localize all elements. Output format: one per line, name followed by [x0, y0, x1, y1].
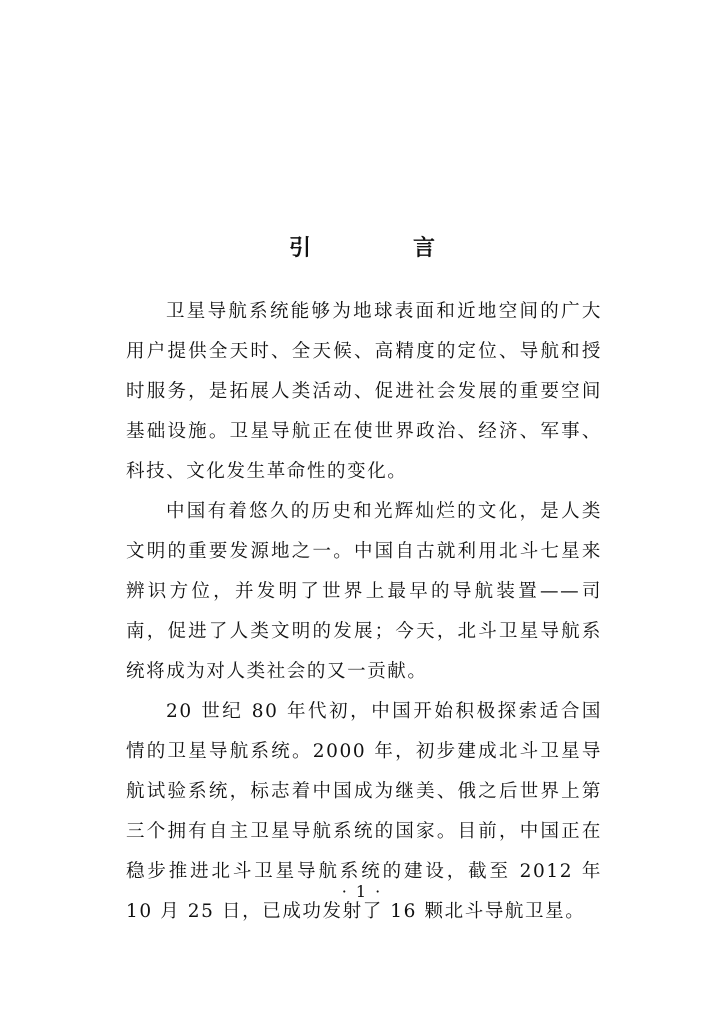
page-title: 引 言: [288, 234, 475, 261]
paragraph-2: 中国有着悠久的历史和光辉灿烂的文化，是人类文明的重要发源地之一。中国自古就利用北斗七星来辨识方位，并发明了世界上最早的导航装置——司南，促进了人类文明的发展；今天，北斗卫星导航系统将成为对人类社会的又一贡献。: [126, 501, 602, 682]
page-number: · 1 ·: [341, 882, 383, 901]
paragraph-3: 20 世纪 80 年代初，中国开始积极探索适合国情的卫星导航系统。2000 年，初步建成北斗卫星导航试验系统，标志着中国成为继美、俄之后世界上第三个拥有自主卫星导航系统的国家。目前，中国正在稳步推进北斗卫星导航系统的建设，截至 2012 年 10 月 25 日，已成功发射了 16 颗北斗导航卫星。: [126, 701, 602, 922]
body-text: [126, 292, 602, 932]
paragraph-1: 卫星导航系统能够为地球表面和近地空间的广大用户提供全天时、全天候、高精度的定位、导航和授时服务，是拓展人类活动、促进社会发展的重要空间基础设施。卫星导航正在使世界政治、经济、军事、科技、文化发生革命性的变化。: [126, 301, 602, 482]
